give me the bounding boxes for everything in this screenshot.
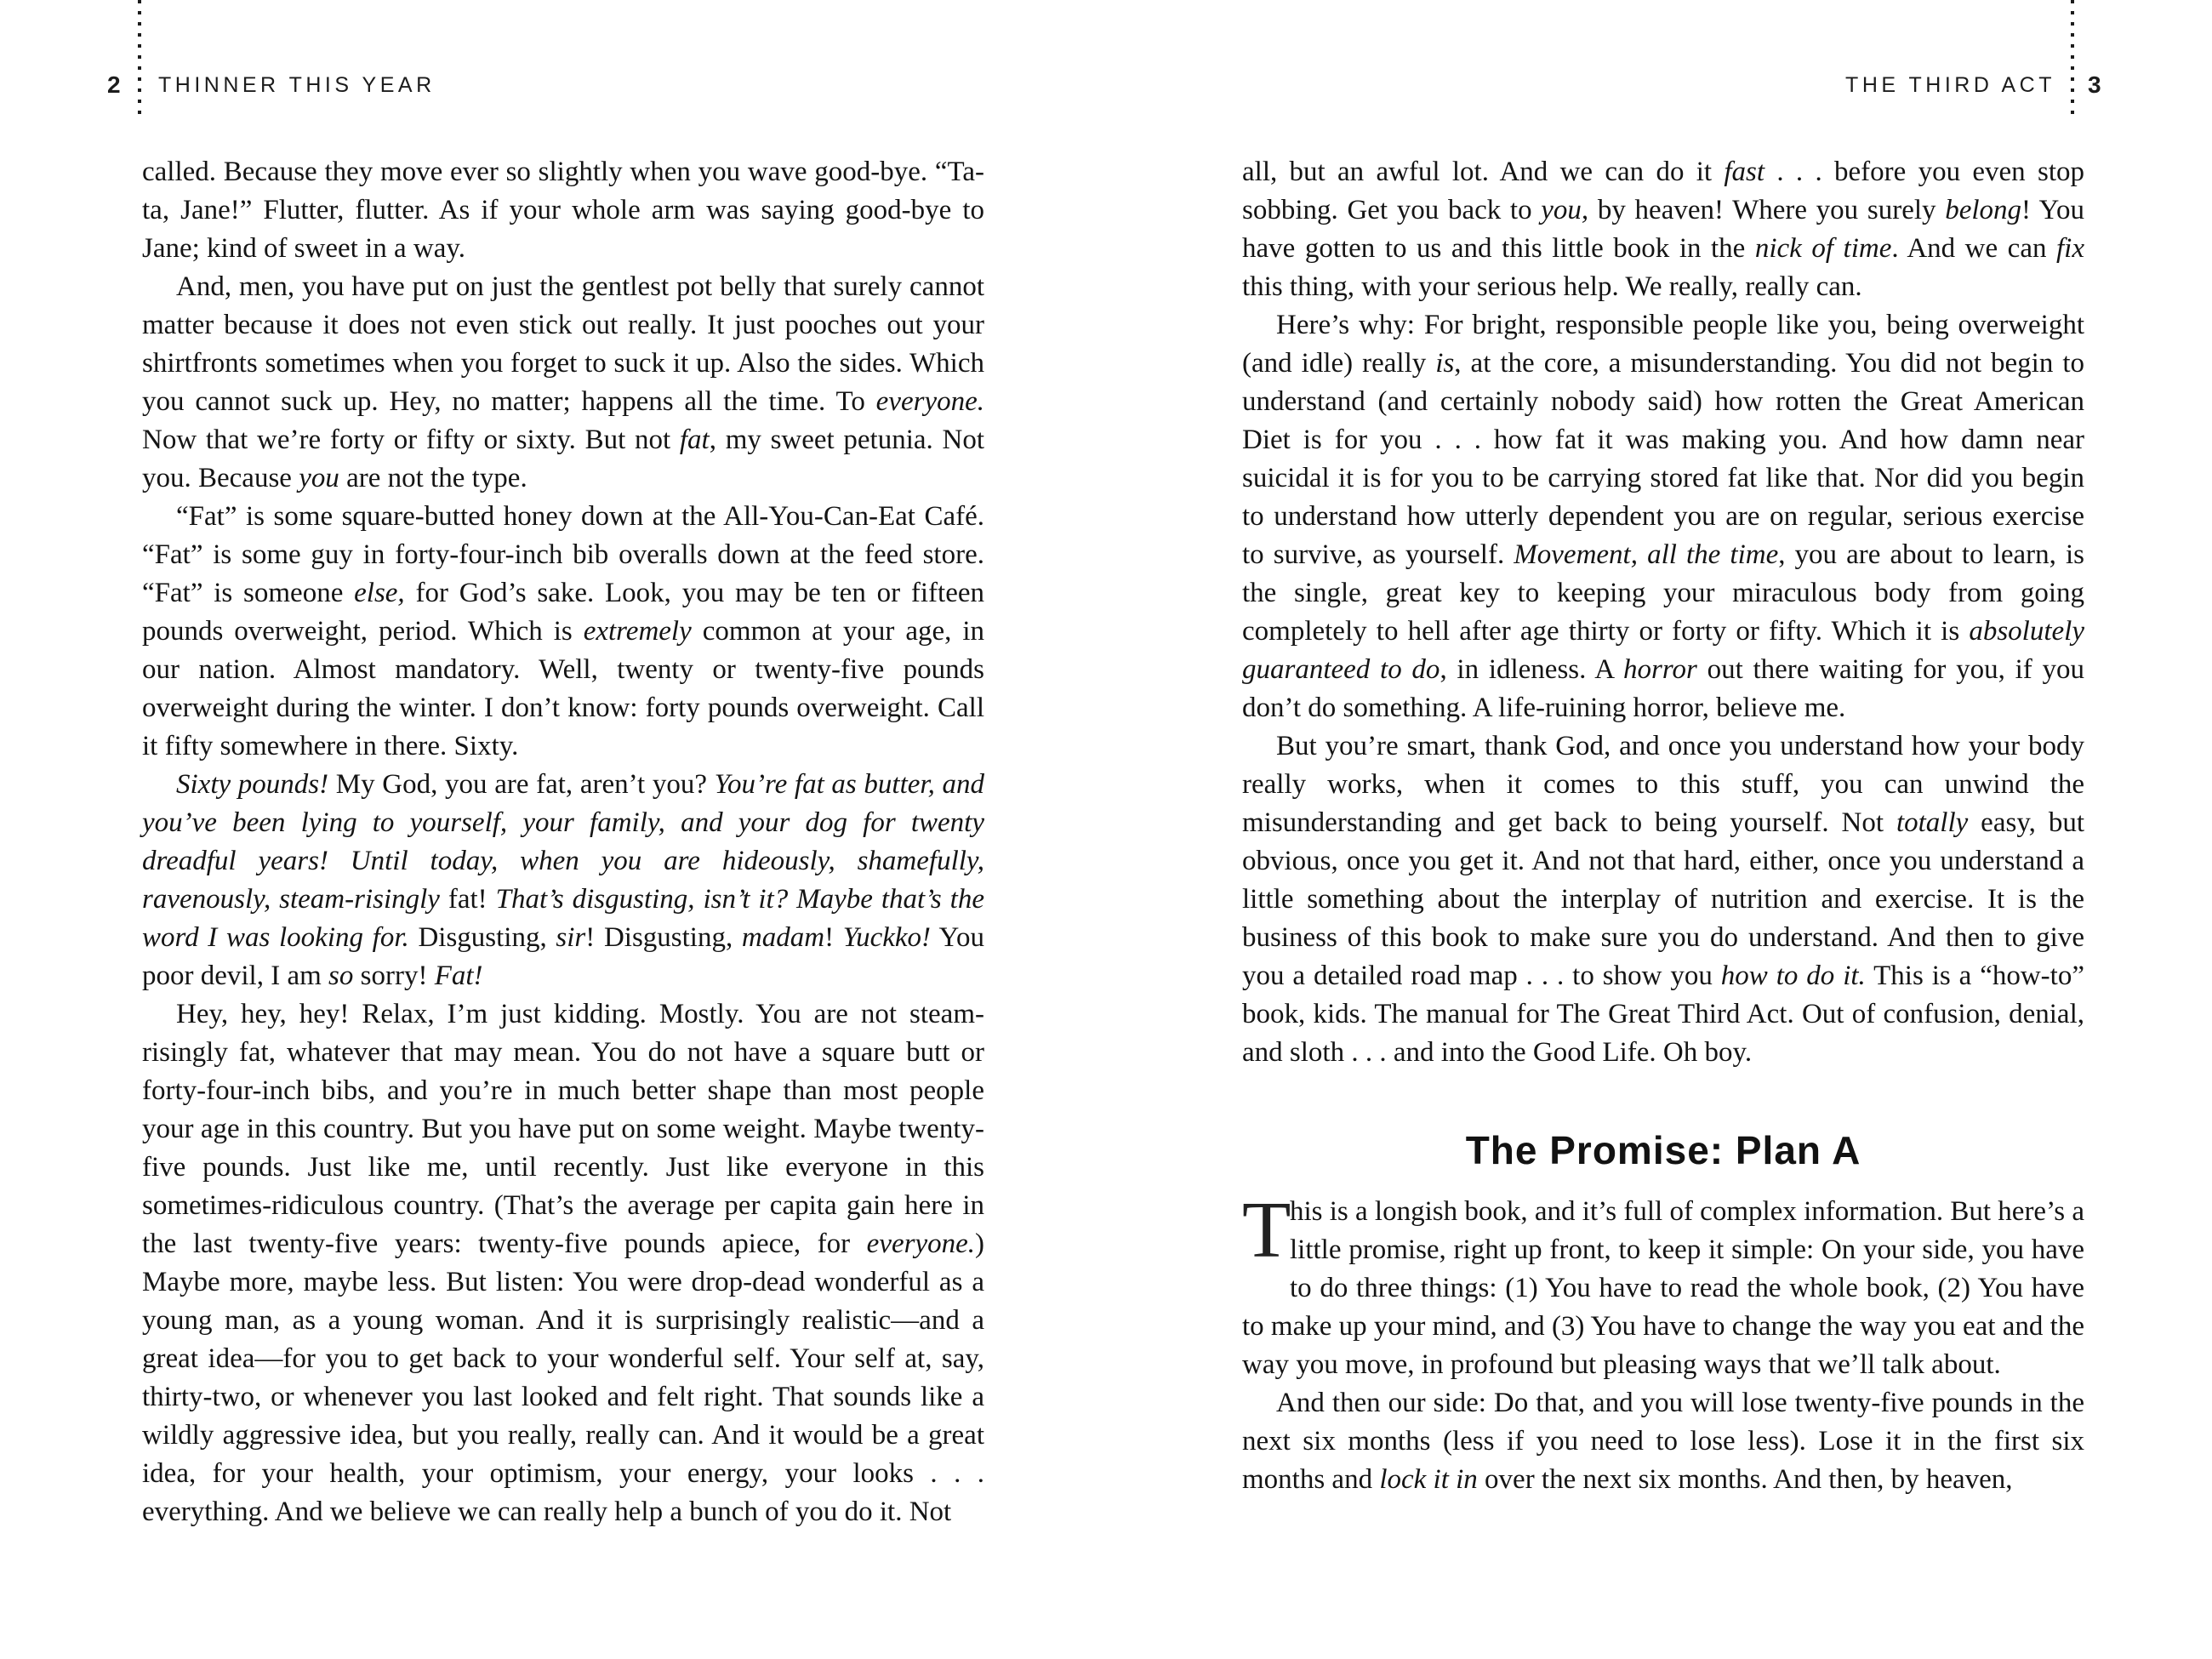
left-text-column (142, 153, 984, 1531)
right-text-column (1242, 153, 2084, 1499)
text-run: My God, you are fat, aren’t you? (328, 769, 715, 800)
italic-text-run: sir (556, 922, 586, 953)
text-run: by heaven! Where you surely (1588, 195, 1946, 225)
text-run: fat! (448, 884, 496, 915)
paragraph (1242, 727, 2084, 1072)
text-run: “Fat” is some square-butted honey down at the All-You-Can-Eat Café. “Fat” is some guy in forty-four-inch bib overalls down at the feed store. “Fat” is someone (142, 501, 984, 608)
text-run: But you’re smart, thank God, and once you understand how your body really works, when it comes to this stuff, you can unwind the misunderstanding and get back to being yourself. Not (1242, 731, 2084, 838)
text-run: over the next six months. And then, by heaven, (1477, 1464, 2013, 1495)
text-run: ! Disgusting, (585, 922, 742, 953)
text-run: And then our side: Do that, and you will lose twenty-five pounds in the next six months (less if you need to lose less). Lose it in the first six months and (1242, 1388, 2084, 1495)
section-heading: The Promise: Plan A (1465, 1128, 1861, 1172)
right-running-head: THE THIRD ACT (1845, 73, 2055, 97)
text-run: called. Because they move ever so slightly when you wave good-bye. “Ta-ta, Jane!” Flutter, flutter. As if your whole arm was saying good-bye to Jane; kind of sweet in a way. (142, 157, 984, 264)
text-run: . . . before you even stop sobbing. Get you back to (1242, 157, 2084, 225)
right-dotted-rule (2071, 0, 2074, 117)
text-run: , at the core, a misunderstanding. You did not begin to understand (and certainly nobody said) how rotten the Great American Diet is for you . . . how fat it was making you. And how damn near suicidal it is for you to be carrying stored fat like that. Nor did you begin to understand how utterly dependent you are on regular, serious exercise to survive, as yourself. (1242, 348, 2085, 570)
italic-text-run: fast (1724, 157, 1765, 187)
text-run: Hey, hey, hey! Relax, I’m just kidding. Mostly. You are not steam-risingly fat, whatever that may mean. You do not have a square butt or forty-four-inch bibs, and you’re in much better shape than most people your age in this country. But you have put on some weight. Maybe twenty-five pounds. Just like me, until recently. Just like everyone in this sometimes-ridiculous country. (That’s the average per capita gain here in the last twenty-five years: twenty-five pounds apiece, for (142, 999, 984, 1259)
right-page-number: 3 (2088, 71, 2101, 98)
text-run: his is a longish book, and it’s full of complex information. But here’s a little promise, right up front, to keep it simple: On your side, you have to do three things: (1) You have to read the whole book, (2) You have to make up your mind, and (3) You have to change the way you eat and the way you move, in profound but pleasing ways that we’ll talk about. (1242, 1196, 2084, 1380)
text-run: for God’s sake. Look, you may be ten or fifteen pounds overweight, period. Which is (142, 578, 984, 647)
text-run: common at your age, in our nation. Almost mandatory. Well, twenty or twenty-five pounds overweight during the winter. I don’t know: forty pounds overweight. Call it fifty somewhere in there. Sixty. (142, 616, 984, 761)
italic-text-run: lock it in (1379, 1464, 1478, 1495)
left-page-number: 2 (107, 71, 121, 98)
italic-text-run: Movement, all the time (1514, 539, 1779, 570)
text-run: Here’s why: For bright, responsible people like you, being overweight (and idle) really (1242, 310, 2084, 379)
paragraph (142, 268, 984, 498)
italic-text-run: extremely (583, 616, 692, 647)
left-dotted-rule (138, 0, 141, 117)
left-running-head: THINNER THIS YEAR (158, 73, 436, 97)
paragraph (142, 995, 984, 1531)
text-run: And, men, you have put on just the gentlest pot belly that surely cannot matter because it does not even stick out really. It just pooches out your shirtfronts sometimes when you forget to suck it up. Also the sides. Which you cannot suck up. Hey, no matter; happens all the time. To (142, 271, 984, 417)
text-run: ! You have gotten to us and this little book in the (1242, 195, 2084, 264)
right-column-upper-paragraphs (1242, 153, 2084, 1072)
paragraph (142, 766, 984, 995)
paragraph (1242, 306, 2084, 727)
italic-text-run: so (328, 961, 354, 991)
italic-text-run: else, (354, 578, 405, 608)
italic-text-run: Fat! (434, 961, 483, 991)
italic-text-run: belong (1945, 195, 2022, 225)
italic-text-run: everyone. (866, 1229, 975, 1259)
text-run: , in idleness. A (1440, 654, 1624, 685)
text-run: , you are about to learn, is the single, great key to keeping your miraculous body from going completely to hell after age thirty or forty or fifty. Which it is (1242, 539, 2084, 647)
text-run: all, but an awful lot. And we can do it (1242, 157, 1725, 187)
text-run: ) Maybe more, maybe less. But listen: You were drop-dead wonderful as a young man, as a young woman. And it is surprisingly realistic—and a great idea—for you to get back to your wonderful self. Your self at, say, thirty-two, or whenever you last looked and felt right. That sounds like a wildly aggressive idea, but you really, really can. And it would be a great idea, for your health, your optimism, your energy, your looks . . . everything. And we believe we can really help a bunch of you do it. Not (142, 1229, 984, 1527)
italic-text-run: you (299, 463, 339, 493)
text-run: this thing, with your serious help. We really, really can. (1242, 271, 1862, 302)
text-run: This is a “how-to” book, kids. The manual for The Great Third Act. Out of confusion, denial, and sloth . . . and into the Good Life. Oh boy. (1242, 961, 2084, 1068)
text-run: are not the type. (339, 463, 527, 493)
italic-text-run: everyone. (875, 386, 984, 417)
drop-cap: T (1242, 1186, 1291, 1274)
italic-text-run: absolutely guaranteed to do (1242, 616, 2084, 685)
text-run: Disgusting, (408, 922, 556, 953)
paragraph (1242, 153, 2084, 306)
italic-text-run: You’re fat as butter, and you’ve been lying to yourself, your family, and your dog for twenty dreadful years! Until today, when you are hideously, shamefully, ravenously, steam-risingly (142, 769, 984, 915)
italic-text-run: how to do it. (1720, 961, 1866, 991)
text-run: out there waiting for you, if you don’t do something. A life-ruining horror, believe me. (1242, 654, 2084, 723)
text-run: ! (824, 922, 843, 953)
paragraph (142, 498, 984, 766)
text-run: . And we can (1891, 233, 2056, 264)
italic-text-run: madam (741, 922, 825, 953)
italic-text-run: Sixty pounds! (176, 769, 329, 800)
text-run: sorry! (353, 961, 435, 991)
paragraph (1242, 1384, 2084, 1499)
text-run: You poor devil, I am (142, 922, 984, 991)
italic-text-run: fat (679, 425, 710, 455)
paragraph (1242, 1186, 2084, 1384)
italic-text-run: fix (2056, 233, 2084, 264)
italic-text-run: Yuckko! (842, 922, 932, 953)
italic-text-run: That’s disgusting, isn’t it? Maybe that’s the word I was looking for. (142, 884, 984, 953)
italic-text-run: you, (1541, 195, 1589, 225)
right-column-lower-paragraphs (1242, 1186, 2084, 1499)
italic-text-run: is (1435, 348, 1455, 379)
italic-text-run: totally (1896, 807, 1969, 838)
paragraph (142, 153, 984, 268)
text-run: Now that we’re forty or fifty or sixty. But not (142, 425, 680, 455)
text-run: easy, but obvious, once you get it. And not that hard, either, once you understand a little something about the interplay of nutrition and exercise. It is the business of this book to make sure you do understand. And then to give you a detailed road map . . . to show you (1242, 807, 2084, 991)
text-run: , my sweet petunia. Not you. Because (142, 425, 984, 493)
italic-text-run: nick of time (1754, 233, 1892, 264)
italic-text-run: horror (1623, 654, 1697, 685)
